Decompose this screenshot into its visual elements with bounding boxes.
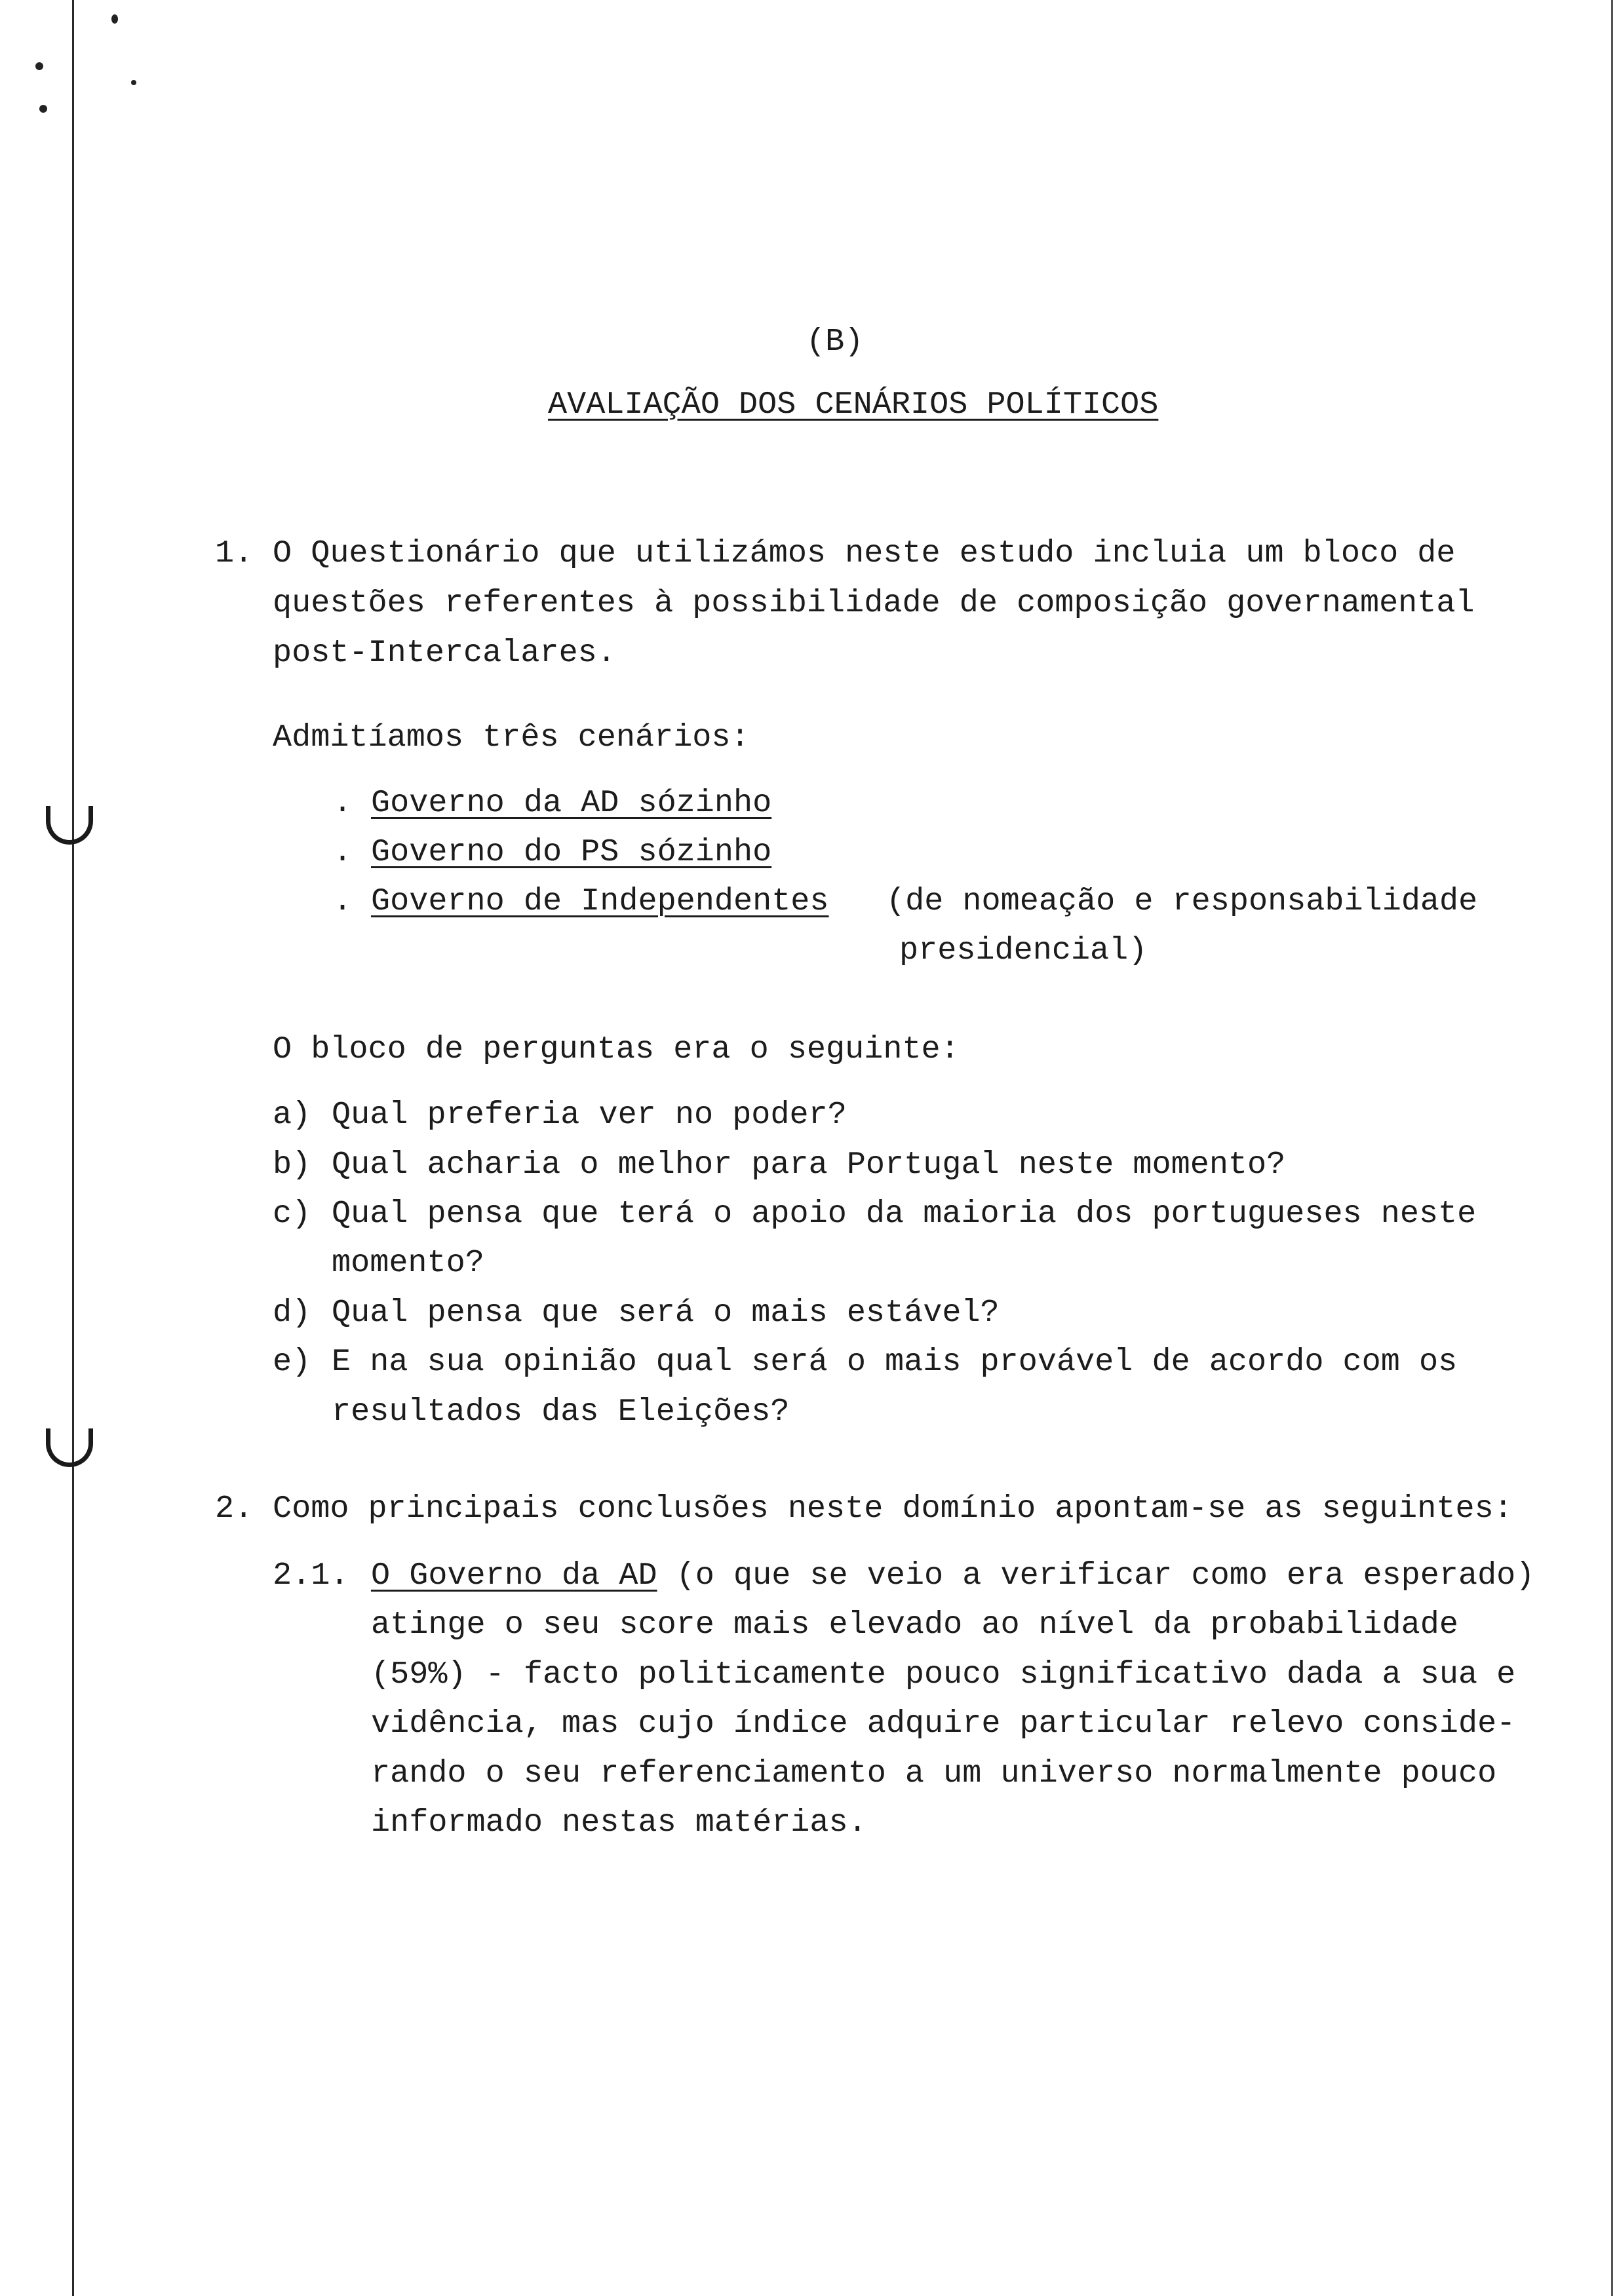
scan-speck — [111, 14, 118, 24]
binding-hole-mark — [46, 806, 93, 845]
scenarios-intro: Admitíamos três cenários: — [273, 719, 750, 756]
subsection-line: vidência, mas cujo índice adquire particular relevo conside- — [371, 1706, 1516, 1742]
question-label: a) — [273, 1097, 311, 1133]
paragraph-2-number: 2. — [215, 1491, 254, 1527]
scan-speck — [39, 105, 47, 113]
scenario-bullet: . — [333, 834, 353, 870]
question-text: E na sua opinião qual será o mais provável de acordo com os — [332, 1344, 1458, 1380]
paragraph-2-intro: Como principais conclusões neste domínio apontam-se as seguintes: — [273, 1491, 1513, 1527]
scenario-item: Governo do PS sózinho — [371, 834, 772, 870]
scenario-item: Governo da AD sózinho — [371, 785, 772, 821]
scenario-note: presidencial) — [899, 932, 1148, 968]
binding-hole-mark — [46, 1428, 93, 1467]
question-text: Qual pensa que terá o apoio da maioria dos portugueses neste — [332, 1196, 1477, 1232]
right-edge-rule — [1611, 0, 1613, 2296]
left-margin-rule — [72, 0, 74, 2296]
questions-intro: O bloco de perguntas era o seguinte: — [273, 1031, 960, 1067]
scenario-note: (de nomeação e responsabilidade — [886, 883, 1478, 919]
question-label: e) — [273, 1344, 311, 1380]
subsection-line: rando o seu referenciamento a um universo normalmente pouco — [371, 1755, 1497, 1791]
scenario-bullet: . — [333, 883, 353, 919]
scenario-item: Governo de Independentes — [371, 883, 829, 919]
question-continuation: momento? — [332, 1245, 484, 1281]
scenario-bullet: . — [333, 785, 353, 821]
page-title: AVALIAÇÃO DOS CENÁRIOS POLÍTICOS — [548, 387, 1159, 423]
scan-speck — [35, 62, 43, 70]
question-text: Qual preferia ver no poder? — [332, 1097, 847, 1133]
subsection-line: (59%) - facto politicamente pouco significativo dada a sua e — [371, 1656, 1516, 1693]
paragraph-1-number: 1. — [215, 535, 254, 571]
subsection-line: informado nestas matérias. — [371, 1805, 867, 1841]
paragraph-1-line: post-Intercalares. — [273, 635, 616, 671]
question-text: Qual pensa que será o mais estável? — [332, 1295, 1000, 1331]
subsection-line: atinge o seu score mais elevado ao nível da probabilidade — [371, 1607, 1458, 1643]
question-label: b) — [273, 1147, 311, 1183]
question-text: Qual acharia o melhor para Portugal neste momento? — [332, 1147, 1286, 1183]
subsection-first-line — [371, 1556, 1534, 1596]
section-letter: (B) — [806, 324, 864, 360]
scan-speck — [131, 80, 136, 85]
subsection-number: 2.1. — [273, 1558, 349, 1594]
question-label: c) — [273, 1196, 311, 1232]
paragraph-1-line: O Questionário que utilizámos neste estudo incluia um bloco de — [273, 535, 1456, 571]
question-continuation: resultados das Eleições? — [332, 1394, 790, 1430]
paragraph-1-line: questões referentes à possibilidade de composição governamental — [273, 585, 1475, 621]
subsection-emphasis: O Governo da AD — [371, 1558, 657, 1594]
subsection-first-line-rest: (o que se veio a verificar como era esperado) — [657, 1558, 1535, 1594]
question-label: d) — [273, 1295, 311, 1331]
